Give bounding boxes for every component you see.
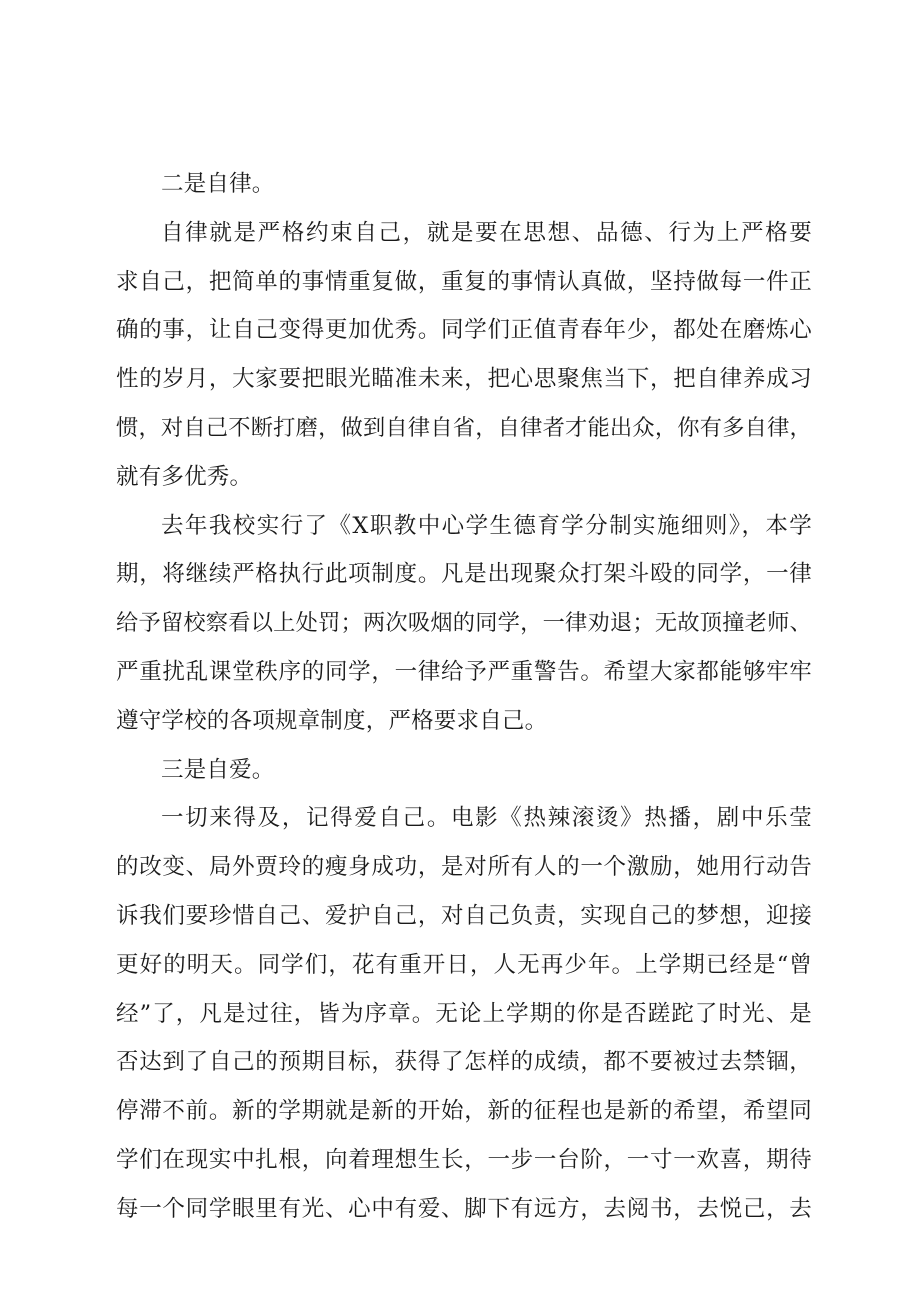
text-line: 惯，对自己不断打磨，做到自律自省，自律者才能出众，你有多自律， — [116, 414, 812, 441]
text-line: 的改变、局外贾玲的瘦身成功，是对所有人的一个激励，她用行动告 — [116, 854, 812, 881]
document-body — [116, 160, 812, 1234]
text-line: 学们在现实中扎根，向着理想生长，一步一台阶，一寸一欢喜，期待 — [116, 1146, 812, 1173]
text-line: 否达到了自己的预期目标，获得了怎样的成绩，都不要被过去禁锢， — [116, 1049, 812, 1076]
text-line: 三是自爱。 — [161, 756, 275, 783]
text-line: 经”了，凡是过往，皆为序章。无论上学期的你是否蹉跎了时光、是 — [116, 1000, 812, 1027]
text-line: 确的事，让自己变得更加优秀。同学们正值青春年少，都处在磨炼心 — [116, 317, 812, 344]
text-line: 就有多优秀。 — [116, 463, 253, 490]
text-line: 自律就是严格约束自己，就是要在思想、品德、行为上严格要 — [161, 219, 812, 246]
text-line: 每一个同学眼里有光、心中有爱、脚下有远方，去阅书，去悦己，去 — [116, 1195, 812, 1222]
text-line: 严重扰乱课堂秩序的同学，一律给予严重警告。希望大家都能够牢牢 — [116, 658, 812, 685]
text-line: 更好的明天。同学们，花有重开日，人无再少年。上学期已经是“曾 — [116, 951, 812, 978]
text-line: 求自己，把简单的事情重复做，重复的事情认真做，坚持做每一件正 — [116, 268, 812, 295]
text-line: 性的岁月，大家要把眼光瞄准未来，把心思聚焦当下，把自律养成习 — [116, 366, 812, 393]
text-line: 去年我校实行了《X职教中心学生德育学分制实施细则》，本学 — [161, 512, 812, 539]
text-line: 遵守学校的各项规章制度，严格要求自己。 — [116, 707, 548, 734]
text-line: 诉我们要珍惜自己、爱护自己，对自己负责，实现自己的梦想，迎接 — [116, 902, 812, 929]
text-line: 给予留校察看以上处罚；两次吸烟的同学，一律劝退；无故顶撞老师、 — [116, 610, 812, 637]
text-line: 二是自律。 — [161, 171, 275, 197]
text-line: 停滞不前。新的学期就是新的开始，新的征程也是新的希望，希望同 — [116, 1098, 812, 1125]
text-line: 期，将继续严格执行此项制度。凡是出现聚众打架斗殴的同学，一律 — [116, 561, 812, 588]
text-line: 一切来得及，记得爱自己。电影《热辣滚烫》热播，剧中乐莹 — [161, 805, 812, 832]
